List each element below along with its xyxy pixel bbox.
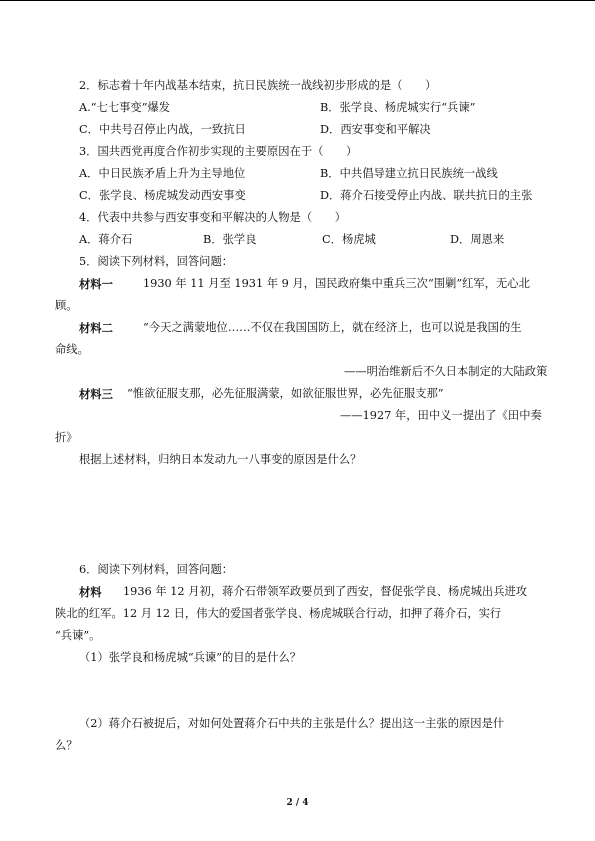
q6-material-label: 材料: [79, 585, 102, 599]
q5-material-2-text: “今天之满蒙地位……不仅在我国国防上，就在经济上，也可以说是我国的生: [143, 321, 522, 334]
q3-option-c: C．张学良、杨虎城发动西安事变: [79, 189, 246, 202]
page-top-rule: [0, 0, 595, 1]
q6-material-text-end: “兵谏”。: [55, 629, 101, 642]
q5-stem: 5．阅读下列材料，回答问题：: [79, 255, 234, 268]
q5-material-2-text-cont: 命线。: [55, 343, 89, 356]
q5-material-1-label: 材料一: [79, 277, 113, 291]
q6-sub-question-1: （1）张学良和杨虎城“兵谏”的目的是什么？: [79, 651, 302, 664]
q5-material-3-source: ——1927 年，田中义一提出了《田中奏: [340, 409, 542, 422]
q3-stem: 3．国共西党再度合作初步实现的主要原因在于（ ）: [79, 145, 358, 158]
q3-option-a: A．中日民族矛盾上升为主导地位: [79, 167, 246, 180]
q2-stem: 2．标志着十年内战基本结束，抗日民族统一战线初步形成的是（ ）: [79, 79, 437, 92]
page-number: 2 / 4: [286, 798, 309, 808]
q4-option-c: C．杨虎城: [322, 233, 376, 246]
q2-option-a: A.“七七事变”爆发: [79, 101, 171, 114]
q5-material-1-text-cont: 顾。: [55, 299, 78, 312]
q6-material-text-cont: 陕北的红军。12 月 12 日，伟大的爱国者张学良、杨虎城联合行动，扣押了蒋介石，实行: [55, 607, 502, 620]
q2-option-d: D．西安事变和平解决: [320, 123, 431, 136]
q5-question: 根据上述材料，归纳日本发动九一八事变的原因是什么？: [79, 453, 362, 466]
q4-option-d: D．周恩来: [450, 233, 505, 246]
q4-stem: 4．代表中共参与西安事变和平解决的人物是（ ）: [79, 211, 347, 224]
q6-sub-question-2: （2）蒋介石被捉后，对如何处置蒋介石中共的主张是什么？提出这一主张的原因是什: [79, 717, 505, 730]
q6-sub-question-2-cont: 么？: [55, 739, 78, 752]
q3-option-b: B．中共倡导建立抗日民族统一战线: [320, 167, 498, 180]
q5-material-3-text: “惟欲征服支那，必先征服满蒙，如欲征服世界，必先征服支那”: [127, 387, 444, 400]
q2-option-b: B．张学良、杨虎城实行“兵谏”: [320, 101, 476, 114]
q4-option-b: B．张学良: [203, 233, 257, 246]
q5-material-2-source: ——明治维新后不久日本制定的大陆政策: [344, 365, 548, 378]
q6-material-text: 1936 年 12 月初，蒋介石带领军政要员到了西安，督促张学良、杨虎城出兵进攻: [123, 585, 528, 598]
q5-material-2-label: 材料二: [79, 321, 113, 335]
q5-material-3-source-cont: 折》: [55, 431, 78, 444]
q4-option-a: A．蒋介石: [79, 233, 133, 246]
q2-option-c: C．中共号召停止内战，一致抗日: [79, 123, 246, 136]
q6-stem: 6．阅读下列材料，回答问题：: [79, 563, 234, 576]
q5-material-1-text: 1930 年 11 月至 1931 年 9 月，国民政府集中重兵三次“围剿”红军，无心北: [143, 277, 530, 290]
q3-option-d: D．蒋介石接受停止内战、联共抗日的主张: [320, 189, 533, 202]
q5-material-3-label: 材料三: [79, 387, 113, 401]
